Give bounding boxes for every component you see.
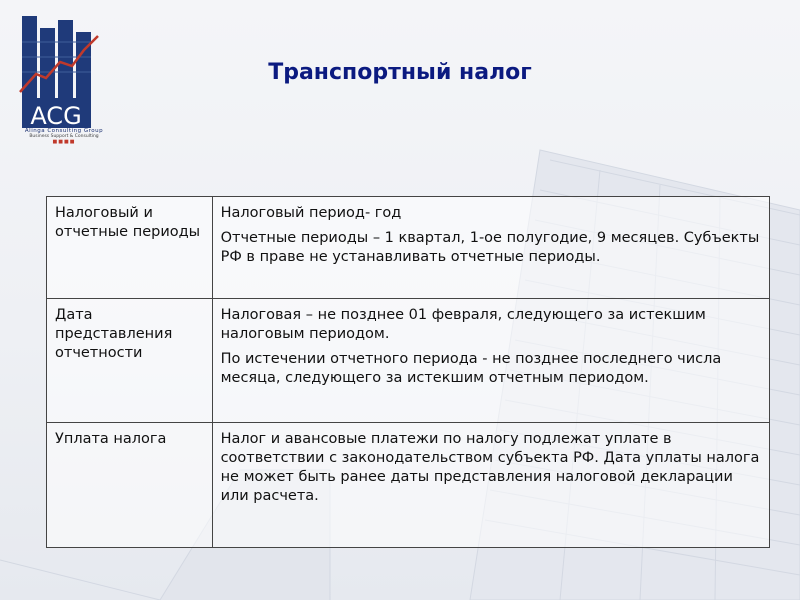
row-label: Уплата налога [47, 423, 213, 548]
row-content [212, 197, 769, 299]
row-paragraph: Налоговый период- год [220, 205, 402, 221]
table-row [47, 299, 770, 423]
svg-text:ACG: ACG [30, 102, 82, 130]
row-paragraph: Отчетные периоды – 1 квартал, 1-ое полугодие, 9 месяцев. Субъекты РФ в праве не устанавливать отчетные периоды. [220, 230, 760, 265]
row-content [212, 423, 769, 548]
row-paragraph: Налог и авансовые платежи по налогу подлежат уплате в соответствии с законодательством субъекта РФ. Дата уплаты налога не может быть ранее даты представления налоговой декларации или расчета. [220, 431, 760, 504]
tax-info-table [46, 196, 770, 548]
page-title: Транспортный налог [268, 60, 532, 85]
row-label: Налоговый и отчетные периоды [47, 197, 213, 299]
table-row [47, 197, 770, 299]
row-content [212, 299, 769, 423]
table-row [47, 423, 770, 548]
row-paragraph: Налоговая – не позднее 01 февраля, следующего за истекшим налоговым периодом. [220, 307, 706, 342]
row-label: Дата представления отчетности [47, 299, 213, 423]
logo-dots: ■■■■ [52, 139, 76, 145]
company-name: Alinga Consulting Group [24, 128, 104, 134]
logo-caption [14, 128, 114, 145]
company-tagline: Business Support & Consulting [29, 134, 99, 139]
row-paragraph: По истечении отчетного периода - не позднее последнего числа месяца, следующего за истекшим отчетным периодом. [220, 351, 722, 386]
